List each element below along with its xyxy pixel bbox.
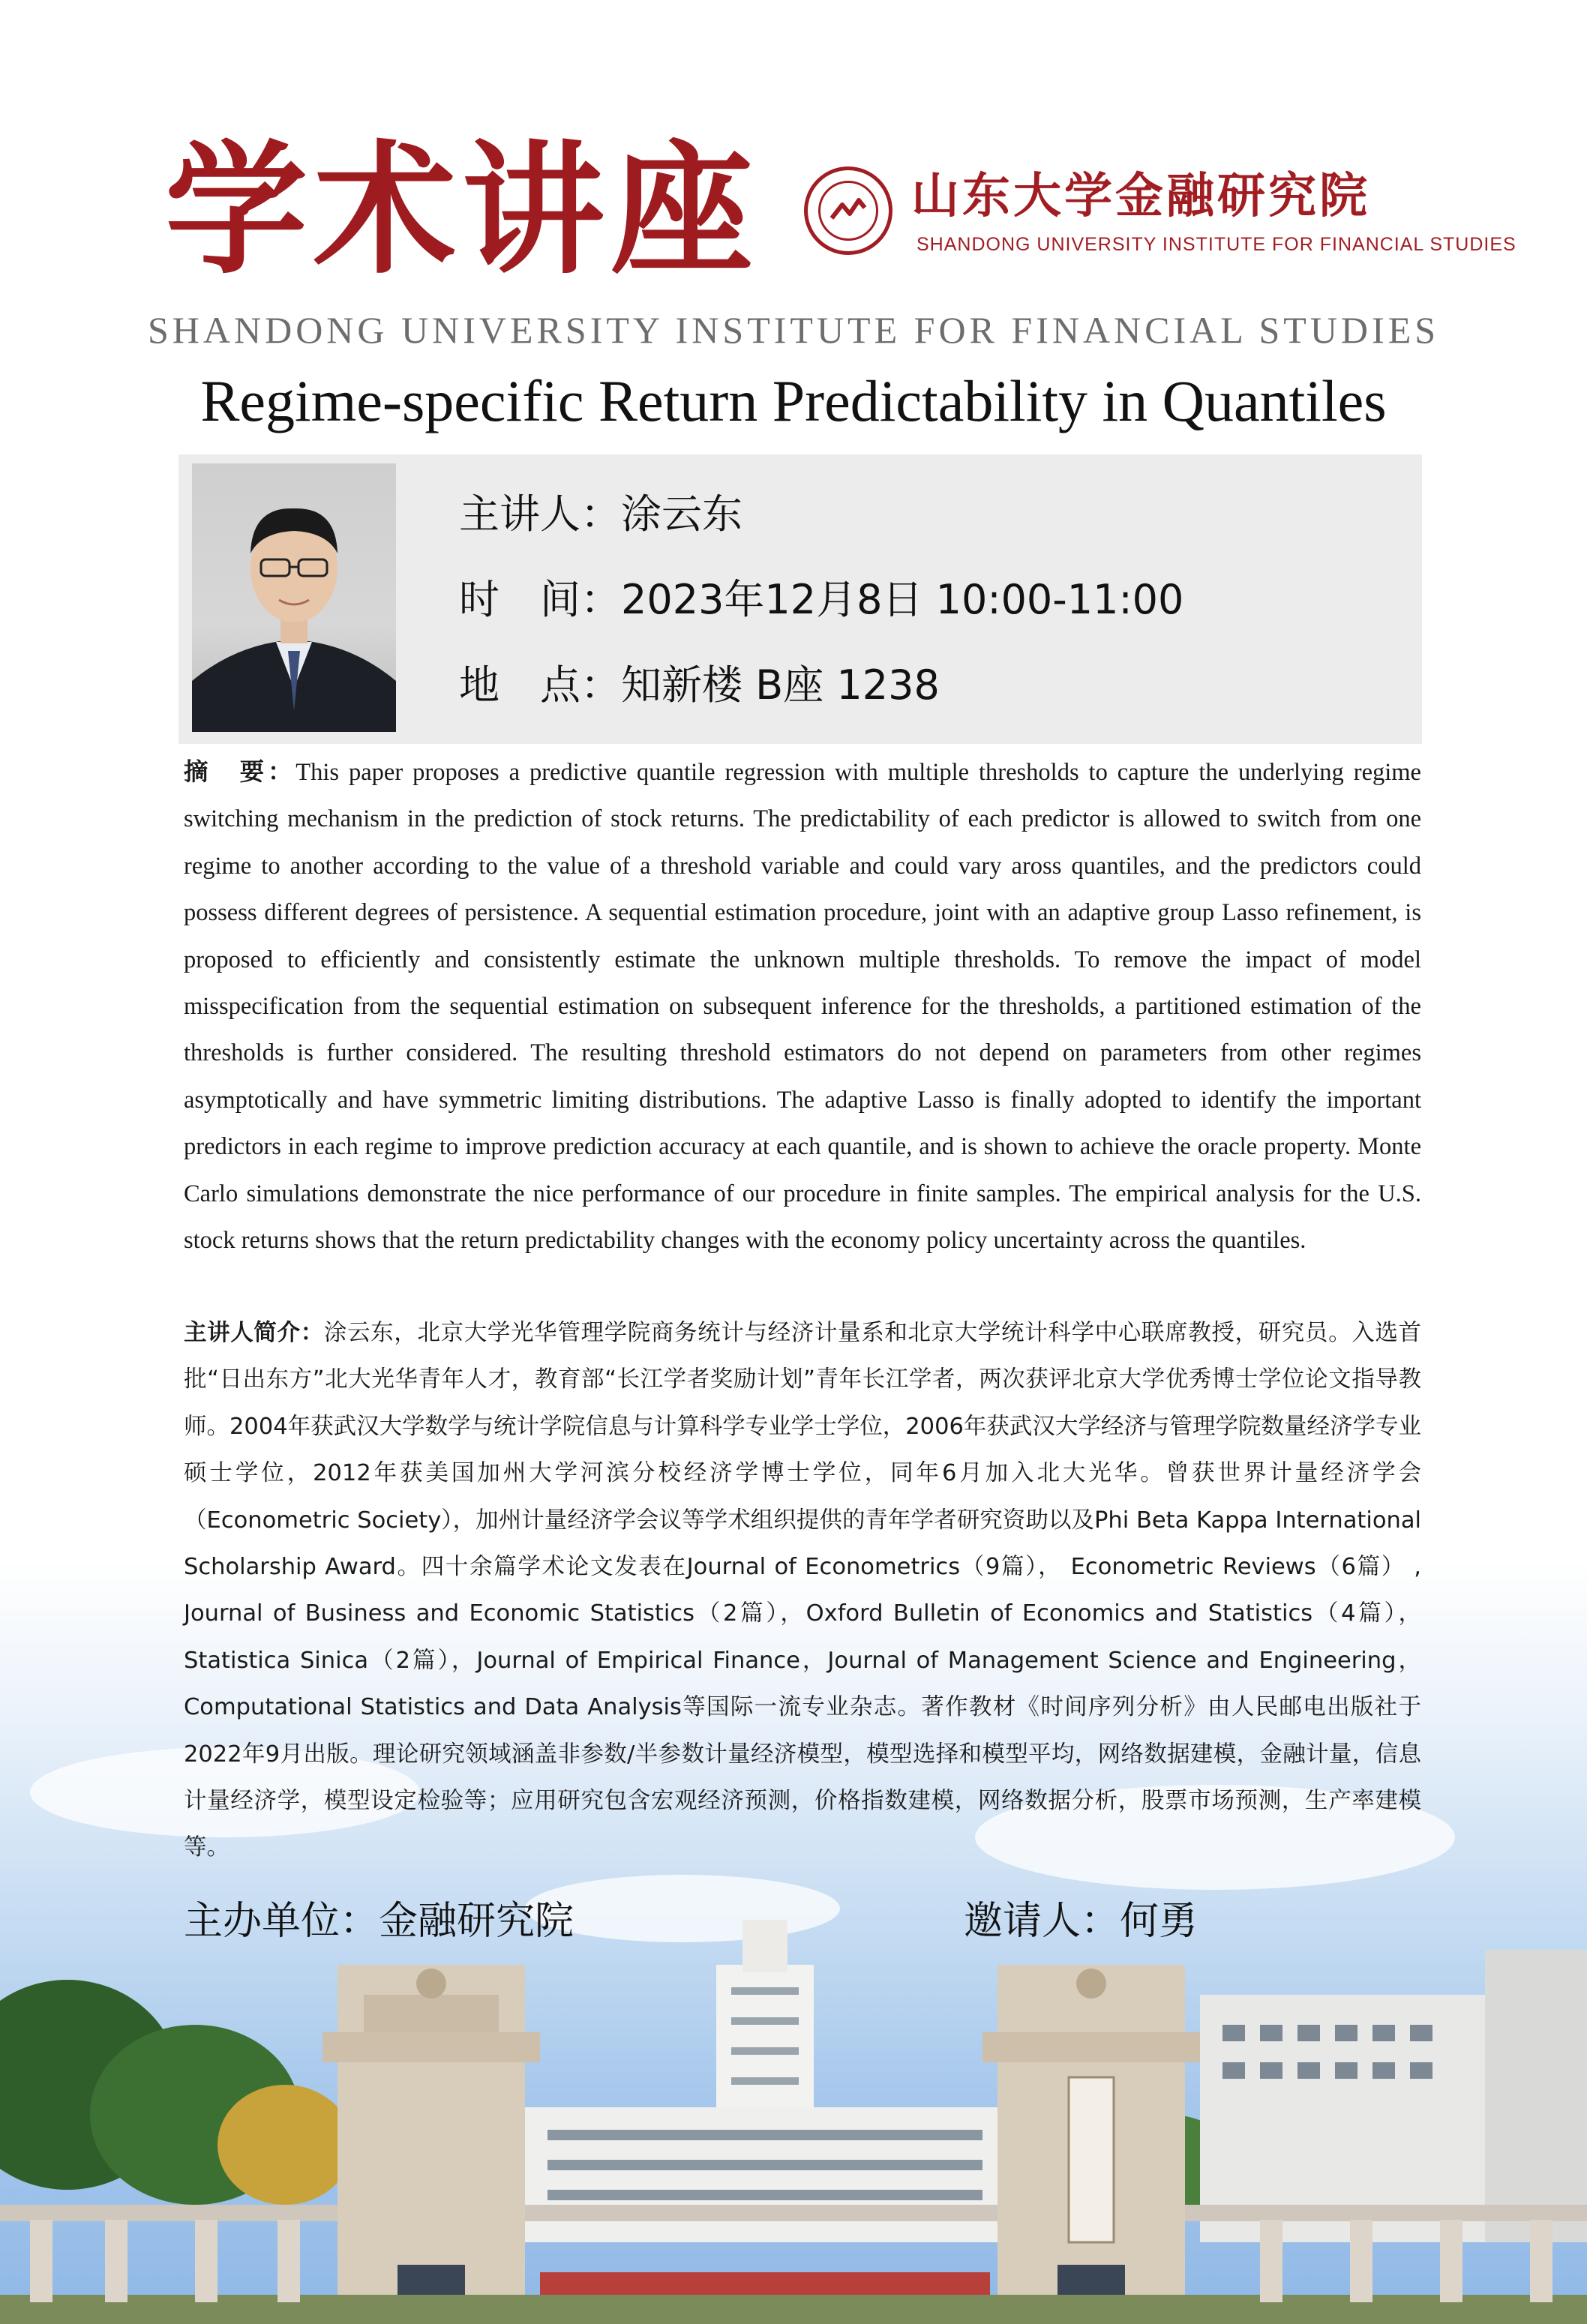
speaker-name: 涂云东 xyxy=(621,490,742,538)
inviter xyxy=(964,1891,1198,1951)
bio-text: 涂云东，北京大学光华管理学院商务统计与经济计量系和北京大学统计科学中心联席教授，研究员。入选首批“日出东方”北大光华青年人才，教育部“长江学者奖励计划”青年长江学者，两次获评北京大学优秀博士学位论文指导教师。2004年获武汉大学数学与统计学院信息与计算科学专业学士学位，2006年获武汉大学经济与管理学院数量经济学专业硕士学位，2012年获美国加州大学河滨分校经济学博士学位，同年6月加入北大光华。曾获世界计量经济学会（Econometric Society），加州计量经济学会议等学术组织提供的青年学者研究资助以及Phi Beta Kappa International Scholarship Award。四十余篇学术论文发表在Journal of Econometrics（9篇）， Econometric Reviews（6篇） , Journal of Business and Economic Statistics（2篇），Oxford Bulletin of Economics and Statistics（4篇），Statistica Sinica（2篇），Journal of Empirical Finance，Journal of Management Science and Engineering，Computational Statistics and Data Analysis等国际一流专业杂志。著作教材《时间序列分析》由人民邮电出版社于2022年9月出版。理论研究领域涵盖非参数/半参数计量经济模型，模型选择和模型平均，网络数据建模，金融计量，信息计量经济学，模型设定检验等；应用研究包含宏观经济预测，价格指数建模，网络数据分析，股票市场预测，生产率建模等。 xyxy=(184,1320,1422,1861)
institute-banner: SHANDONG UNIVERSITY INSTITUTE FOR FINANCIAL STUDIES xyxy=(147,309,1440,351)
speaker-row xyxy=(459,484,1359,544)
campus-gate-illustration xyxy=(0,1920,1587,2324)
seal-emblem-icon xyxy=(826,188,871,233)
abstract-paragraph xyxy=(184,748,1421,1264)
host-label: 主办单位： xyxy=(184,1899,380,1944)
abstract-text: This paper proposes a predictive quantile regression with multiple thresholds to capture the underlying regime switching mechanism in the prediction of stock returns. The predictability of each predictor is allowed to switch from one regime to another according to the value of a threshold variable and could vary aross quantiles, and the predictors could possess different degrees of persistence. A sequential estimation procedure, joint with an adaptive group Lasso refinement, is proposed to efficiently and consistently estimate the unknown multiple thresholds. To remove the impact of model misspecification from the sequential estimation on subsequent inference for the thresholds, a partitioned estimation of the thresholds is further considered. The resulting threshold estimators do not depend on parameters from other regimes asymptotically and have symmetric limiting distributions. The adaptive Lasso is finally adopted to identify the important predictors in each regime to improve prediction accuracy at each quantile, and is shown to achieve the oracle property. Monte Carlo simulations demonstrate the nice performance of our procedure in finite samples. The empirical analysis for the U.S. stock returns shows that the return predictability changes with the economy policy uncertainty across the quantiles. xyxy=(184,759,1421,1255)
institute-name-en: SHANDONG UNIVERSITY INSTITUTE FOR FINANCIAL STUDIES xyxy=(916,234,1516,255)
host-value: 金融研究院 xyxy=(379,1899,574,1944)
time-value: 2023年12月8日 10:00-11:00 xyxy=(621,576,1184,623)
place-row xyxy=(459,655,1359,715)
bio-paragraph xyxy=(184,1310,1421,1872)
talk-title: Regime-specific Return Predictability in Quantiles xyxy=(200,368,1387,433)
lecture-title: 学术讲座 xyxy=(165,126,760,293)
speaker-label: 主讲人： xyxy=(459,490,621,538)
speaker-portrait-icon xyxy=(192,463,396,732)
place-label: 地 点： xyxy=(459,661,621,709)
inviter-value: 何勇 xyxy=(1120,1899,1198,1944)
bio-label: 主讲人简介： xyxy=(184,1320,324,1346)
time-label: 时 间： xyxy=(459,576,621,623)
institute-seal-logo xyxy=(804,166,892,255)
inviter-label: 邀请人： xyxy=(964,1899,1120,1944)
place-value: 知新楼 B座 1238 xyxy=(621,661,940,709)
time-row xyxy=(459,570,1359,630)
speaker-photo xyxy=(192,463,396,732)
host-unit xyxy=(184,1891,574,1951)
abstract-label: 摘 要： xyxy=(184,757,296,786)
institute-name-cn: 山东大学金融研究院 xyxy=(911,169,1370,224)
